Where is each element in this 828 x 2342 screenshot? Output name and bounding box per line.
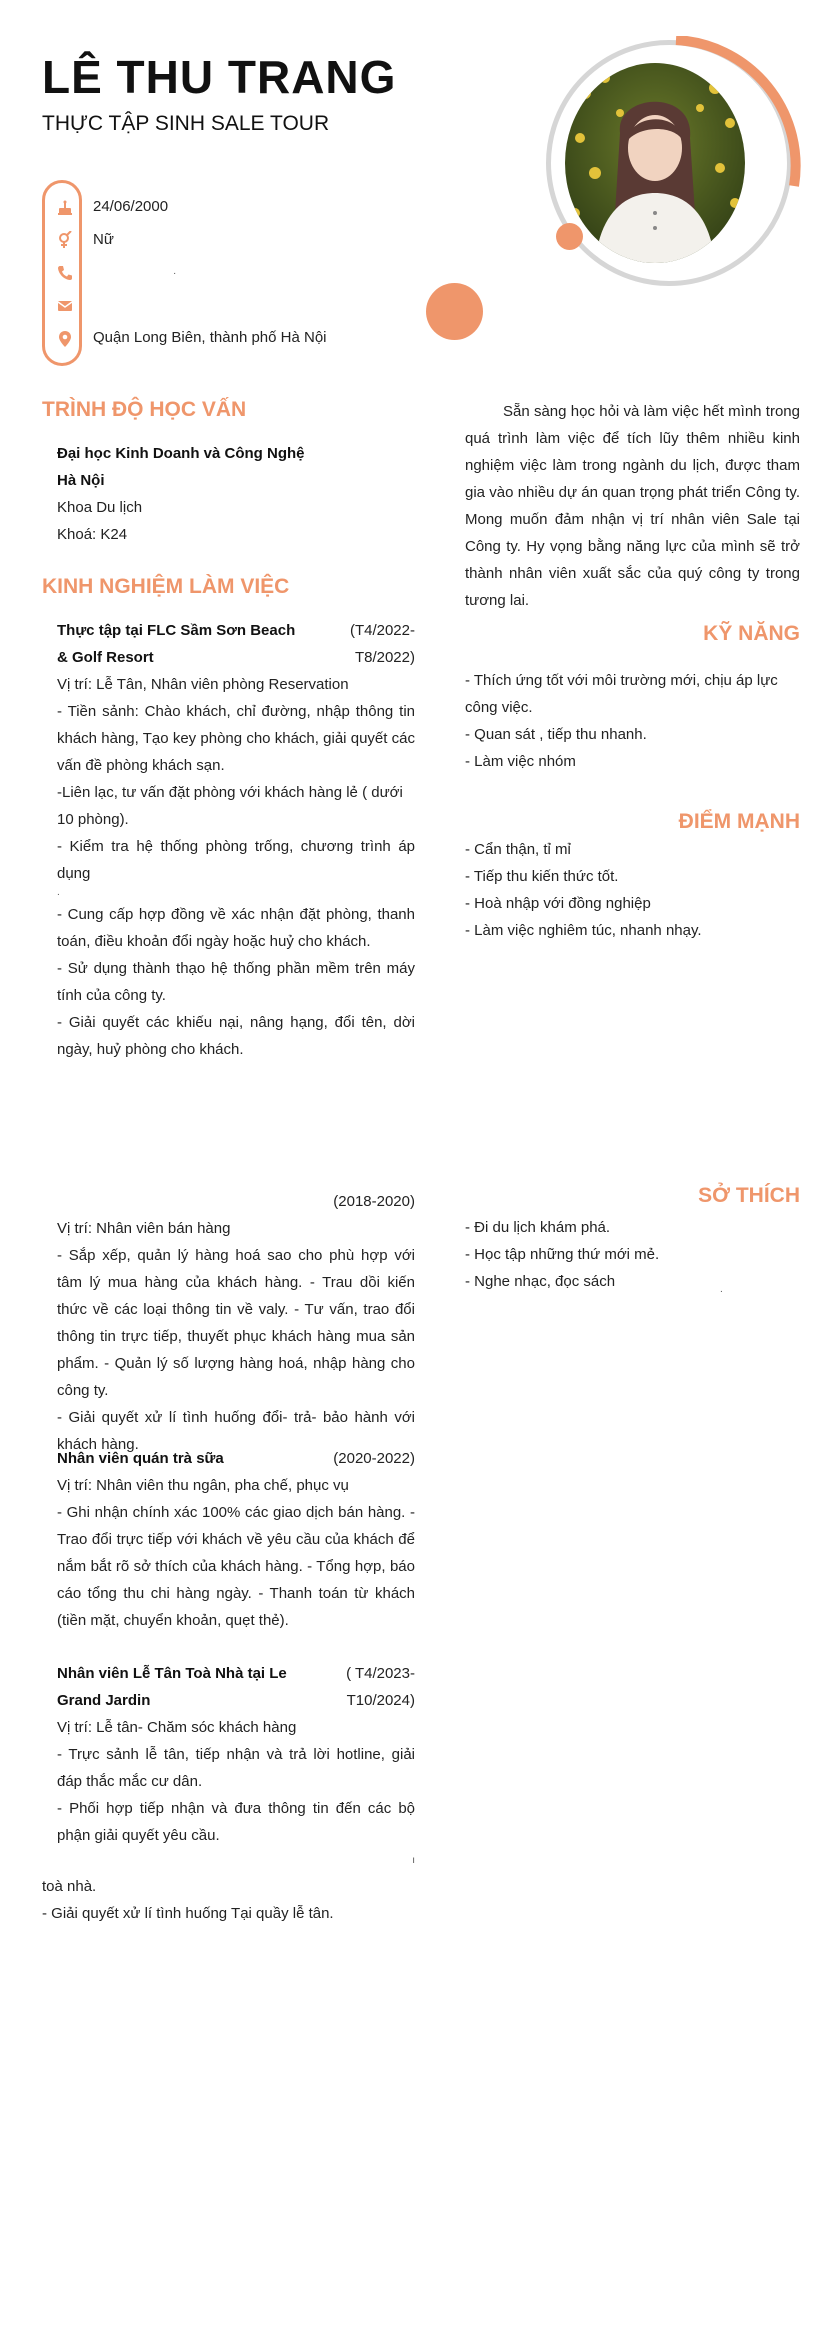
hobby-item: - Đi du lịch khám phá. [465, 1219, 611, 1236]
job1-line: - Cung cấp hợp đồng về xác nhận đặt phòng, thanh toán, điều khoản đổi ngày hoặc huỷ cho khách. [57, 906, 415, 950]
dot-mark: . [720, 1284, 723, 1295]
job4-line: - Phối hợp tiếp nhận và đưa thông tin đến các bộ phận giải quyết yêu cầu. [57, 1800, 415, 1844]
mail-icon [56, 297, 74, 315]
career-objective: Sẵn sàng học hỏi và làm việc hết mình trong quá trình làm việc để tích lũy thêm nhiều kinh nghiệm việc làm trong ngành du lịch, được tham gia vào nhiều dự án quan trọng phát triển Công ty. Mong muốn đảm nhận vị trí nhân viên Sale tại Công ty. Hy vọng bằng năng lực của mình sẽ trở thành nhân viên xuất sắc của quý công ty trong tương lai. [465, 403, 800, 609]
job4-line: - Trực sảnh lễ tân, tiếp nhận và trả lời hotline, giải đáp thắc mắc cư dân. [57, 1746, 415, 1790]
skill-item: - Quan sát , tiếp thu nhanh. [465, 726, 647, 743]
course-text: Khoá: K24 [57, 526, 128, 543]
dot-mark: · [173, 268, 177, 279]
profile-photo [565, 63, 745, 263]
dot-mark: ı [412, 1855, 415, 1866]
decor-dot-small [556, 223, 583, 250]
school-name-line1: Đại học Kinh Doanh và Công Nghệ [57, 445, 305, 462]
job2-line: - Giải quyết xử lí tình huống đổi- trả- bảo hành với khách hàng. [57, 1409, 415, 1453]
contact-icon-bar [42, 180, 82, 366]
job1-company: Thực tập tại FLC Sầm Sơn Beach & Golf Resort [57, 622, 296, 666]
job4-line: - Giải quyết xử lí tình huống Tại quầy lễ tân. [42, 1905, 334, 1922]
skills-list [465, 667, 800, 775]
job4-position: Vị trí: Lễ tân- Chăm sóc khách hàng [57, 1719, 297, 1736]
job2-line: - Sắp xếp, quản lý hàng hoá sao cho phù hợp với tâm lý mua hàng của khách hàng. - Trau dồi kiến thức về các loại thông tin về valy. - Tư vấn, trao đổi thông tin trực tiếp, thuyết phục khách hàng mua sản phẩm. - Quản lý số lượng hàng hoá, nhập hàng cho công ty. [57, 1247, 415, 1399]
job4-company: Nhân viên Lễ Tân Toà Nhà tại Le Grand Jardin [57, 1665, 287, 1709]
gender-icon [56, 231, 74, 249]
job1-line: - Kiểm tra hệ thống phòng trống, chương trình áp dụng [57, 838, 415, 882]
education-block [57, 440, 415, 548]
decor-dot-large [426, 283, 483, 340]
job4-line: toà nhà. [42, 1878, 97, 1895]
job-entry-4 [42, 1660, 415, 1927]
job1-line: - Tiền sảnh: Chào khách, chỉ đường, nhập thông tin khách hàng, Tạo key phòng cho khách, giải quyết các vấn đề phòng khách sạn. [57, 703, 415, 774]
job-entry-2 [57, 1188, 415, 1458]
hobby-item: - Nghe nhạc, đọc sách [465, 1273, 616, 1290]
skills-title: KỸ NĂNG [703, 622, 800, 645]
job1-date: (T4/2022-T8/2022) [349, 622, 415, 666]
dot-mark: . [57, 887, 60, 898]
job4-date: ( T4/2023-T10/2024) [346, 1665, 415, 1709]
job3-position: Vị trí: Nhân viên thu ngân, pha chế, phục vụ [57, 1477, 349, 1494]
hobbies-list [465, 1214, 800, 1295]
strength-item: - Cẩn thận, tỉ mỉ [465, 841, 571, 858]
job2-date: (2018-2020) [333, 1193, 415, 1210]
strengths-list [465, 836, 800, 944]
phone-icon [56, 264, 74, 282]
job1-line: - Sử dụng thành thạo hệ thống phần mềm trên máy tính của công ty. [57, 960, 415, 1004]
education-title: TRÌNH ĐỘ HỌC VẤN [42, 398, 247, 421]
job1-line: - Giải quyết các khiếu nại, nâng hạng, đổi tên, dời ngày, huỷ phòng cho khách. [57, 1014, 415, 1058]
job-entry-3 [57, 1445, 415, 1634]
job-entry-1 [57, 617, 415, 1063]
faculty-text: Khoa Du lịch [57, 499, 143, 516]
school-name-line2: Hà Nội [57, 472, 105, 489]
hobbies-title: SỞ THÍCH [698, 1184, 800, 1207]
experience-title: KINH NGHIỆM LÀM VIỆC [42, 575, 290, 598]
skill-item: - Thích ứng tốt với môi trường mới, chịu áp lực công việc. [465, 672, 778, 716]
job1-line: -Liên lạc, tư vấn đặt phòng với khách hàng lẻ ( dưới 10 phòng). [57, 784, 403, 828]
hobby-item: - Học tập những thứ mới mẻ. [465, 1246, 660, 1263]
skill-item: - Làm việc nhóm [465, 753, 576, 770]
cake-icon [56, 199, 74, 217]
job1-position: Vị trí: Lễ Tân, Nhân viên phòng Reservation [57, 676, 349, 693]
location-pin-icon [56, 330, 74, 348]
strength-item: - Làm việc nghiêm túc, nhanh nhạy. [465, 922, 702, 939]
strength-item: - Hoà nhập với đồng nghiệp [465, 895, 651, 912]
address-text: Quận Long Biên, thành phố Hà Nội [93, 329, 327, 346]
job3-line: - Ghi nhận chính xác 100% các giao dịch bán hàng. - Trao đổi trực tiếp với khách về yêu cầu của khách để nắm bắt rõ sở thích của khách hàng. - Tổng hợp, báo cáo tổng thu chi hàng ngày. - Thanh toán từ khách (tiền mặt, chuyển khoản, quẹt thẻ). [57, 1504, 415, 1629]
gender-text: Nữ [93, 231, 114, 248]
job3-company: Nhân viên quán trà sữa [57, 1450, 224, 1467]
job2-position: Vị trí: Nhân viên bán hàng [57, 1220, 231, 1237]
candidate-position: THỰC TẬP SINH SALE TOUR [42, 112, 330, 135]
job3-date: (2020-2022) [333, 1450, 415, 1467]
birthday-text: 24/06/2000 [93, 198, 169, 215]
strength-item: - Tiếp thu kiến thức tốt. [465, 868, 619, 885]
candidate-name: LÊ THU TRANG [42, 51, 397, 103]
strengths-title: ĐIỂM MẠNH [678, 810, 800, 833]
